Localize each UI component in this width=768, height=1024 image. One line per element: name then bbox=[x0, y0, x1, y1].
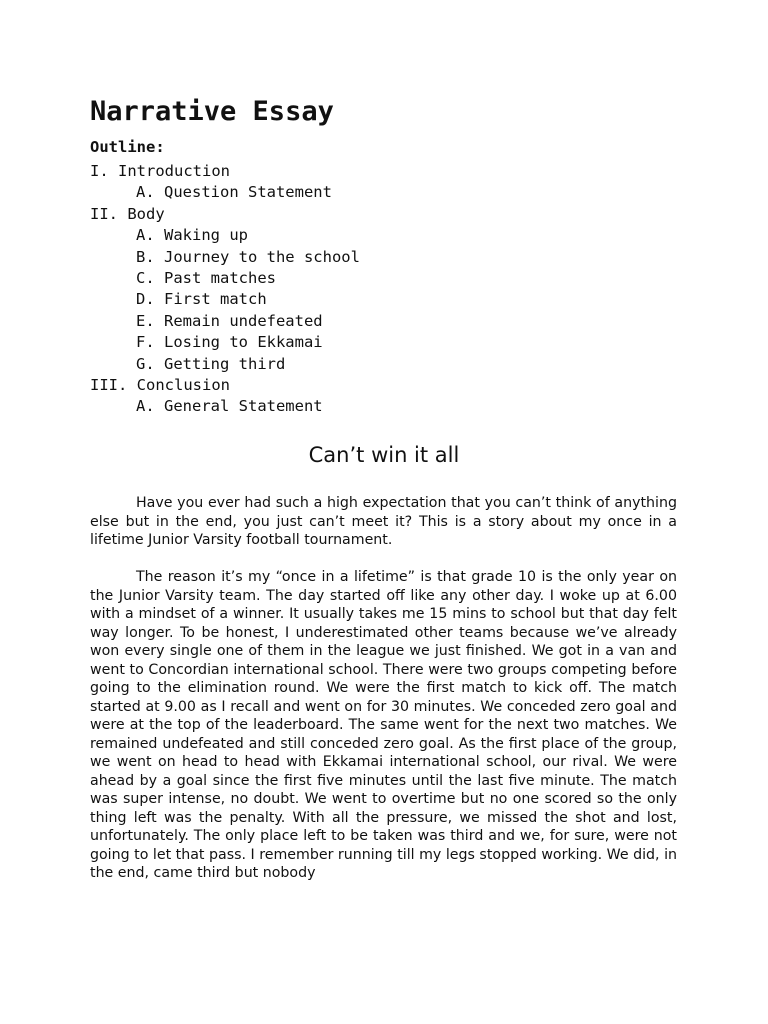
outline-subitem: F. Losing to Ekkamai bbox=[136, 333, 323, 352]
essay-paragraph: The reason it’s my “once in a lifetime” is that grade 10 is the only year on the Junior Varsity team. The day started off like any other day. I woke up at 6.00 with a mindset of a winner. It usually takes me 15 mins to school but that day felt way longer. To be honest, I underestimated other teams because we’ve already won every single one of them in the league we just finished. We got in a van and went to Concordian international school. There were two groups competing before going to the elimination round. We were the first match to kick off. The match started at 9.00 as I recall and went on for 30 minutes. We conceded zero goal and were at the top of the leaderboard. The same went for the next two matches. We remained undefeated and still conceded zero goal. As the first place of the group, we went on head to head with Ekkamai international school, our rival. We were ahead by a goal since the first five minutes until the last five minute. The match was super intense, no doubt. We went to overtime but no one scored so the only thing left was the penalty. With all the pressure, we missed the shot and lost, unfortunately. The only place left to be taken was third and we, for sure, were not going to let that pass. I remember running till my legs stopped working. We did, in the end, came third but nobody bbox=[90, 569, 677, 881]
essay-body bbox=[90, 494, 677, 883]
outline-subitem: C. Past matches bbox=[136, 268, 276, 287]
document-title: Narrative Essay bbox=[90, 96, 334, 127]
outline-subitem: B. Journey to the school bbox=[136, 247, 360, 266]
outline-subitem: A. Waking up bbox=[136, 226, 248, 245]
essay-title: Can’t win it all bbox=[308, 443, 460, 467]
outline-item: I. Introduction bbox=[90, 162, 230, 180]
outline-heading: Outline: bbox=[90, 138, 165, 156]
outline-subitem: E. Remain undefeated bbox=[136, 311, 323, 330]
outline bbox=[90, 136, 360, 418]
essay-paragraph: Have you ever had such a high expectation that you can’t think of anything else but in the end, you just can’t meet it? This is a story about my once in a lifetime Junior Varsity football tournament. bbox=[90, 495, 677, 548]
outline-subitem: A. General Statement bbox=[136, 397, 323, 416]
outline-item: II. Body bbox=[90, 204, 165, 223]
outline-subitem: D. First match bbox=[136, 290, 267, 309]
outline-item: III. Conclusion bbox=[90, 375, 230, 394]
outline-subitem: G. Getting third bbox=[136, 354, 286, 373]
outline-subitem: A. Question Statement bbox=[136, 183, 332, 202]
